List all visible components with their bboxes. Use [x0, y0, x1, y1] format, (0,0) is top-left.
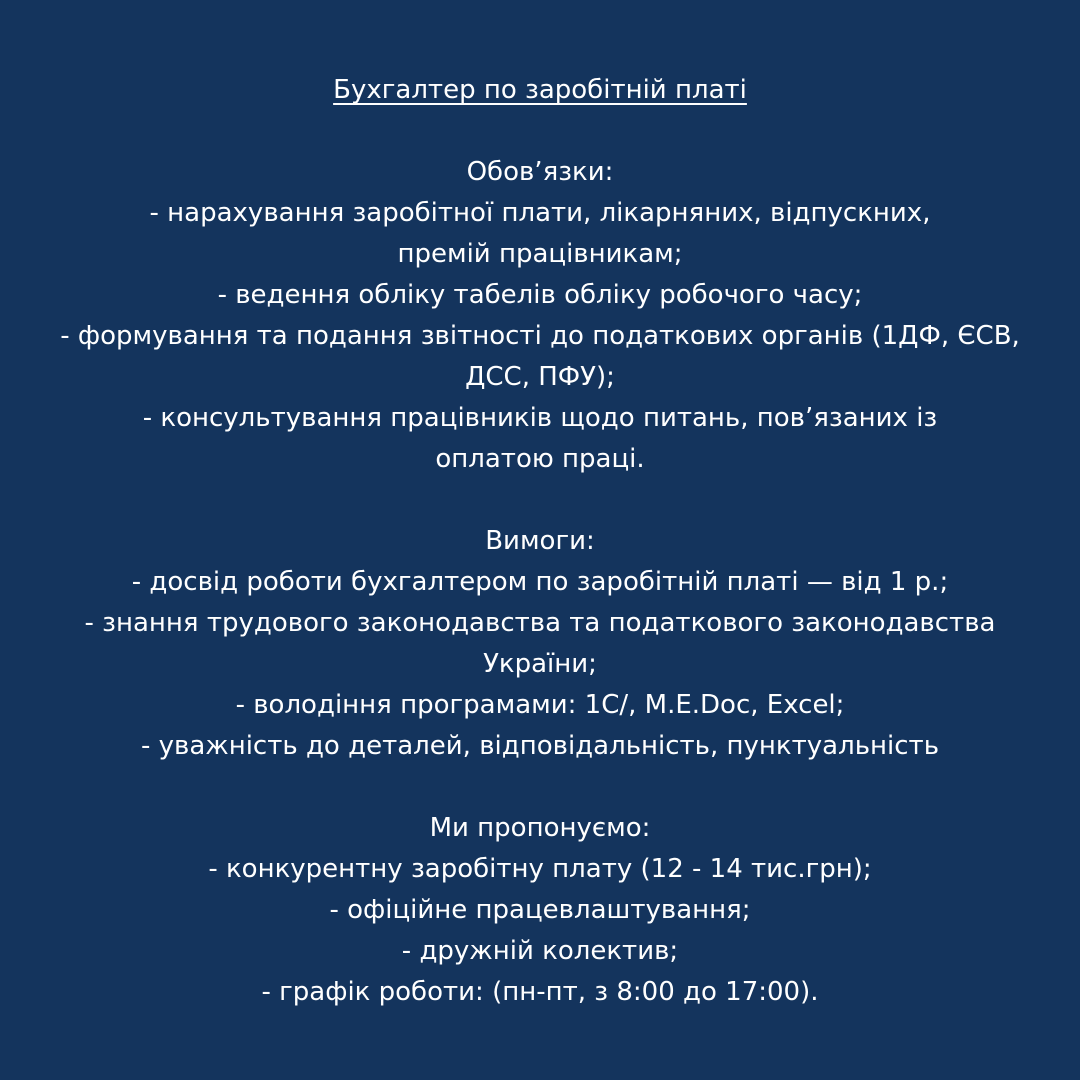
offer-item: - офіційне працевлаштування; [329, 895, 751, 925]
offer-item: - графік роботи: (пн-пт, з 8:00 до 17:00). [261, 977, 819, 1007]
duty-item: - ведення обліку табелів обліку робочого часу; [217, 280, 863, 310]
requirements-heading: Вимоги: [485, 526, 595, 556]
offer-heading: Ми пропонуємо: [429, 813, 651, 843]
offer-item: - конкурентну заробітну плату (12 - 14 тис.грн); [208, 854, 872, 884]
offer-section [0, 808, 1080, 1013]
requirements-section [0, 521, 1080, 767]
offer-item: - дружній колектив; [401, 936, 679, 966]
vacancy-title: Бухгалтер по заробітній платі [333, 75, 747, 105]
duties-list [0, 193, 1080, 480]
duty-item: - нарахування заробітної плати, лікарняних, відпускних, премій працівникам; [149, 198, 931, 269]
requirement-item: - знання трудового законодавства та податкового законодавства України; [84, 608, 996, 679]
requirement-item: - досвід роботи бухгалтером по заробітній платі — від 1 р.; [131, 567, 949, 597]
duties-section [0, 152, 1080, 480]
duty-item: - формування та подання звітності до податкових органів (1ДФ, ЄСВ, ДСС, ПФУ); [60, 321, 1020, 392]
duties-heading: Обов’язки: [466, 157, 614, 187]
offer-list [0, 849, 1080, 1013]
requirement-item: - володіння програмами: 1С/, M.E.Doc, Excel; [235, 690, 845, 720]
requirement-item: - уважність до деталей, відповідальність, пунктуальність [140, 731, 940, 761]
duty-item: - консультування працівників щодо питань, пов’язаних із оплатою праці. [142, 403, 938, 474]
requirements-list [0, 562, 1080, 767]
